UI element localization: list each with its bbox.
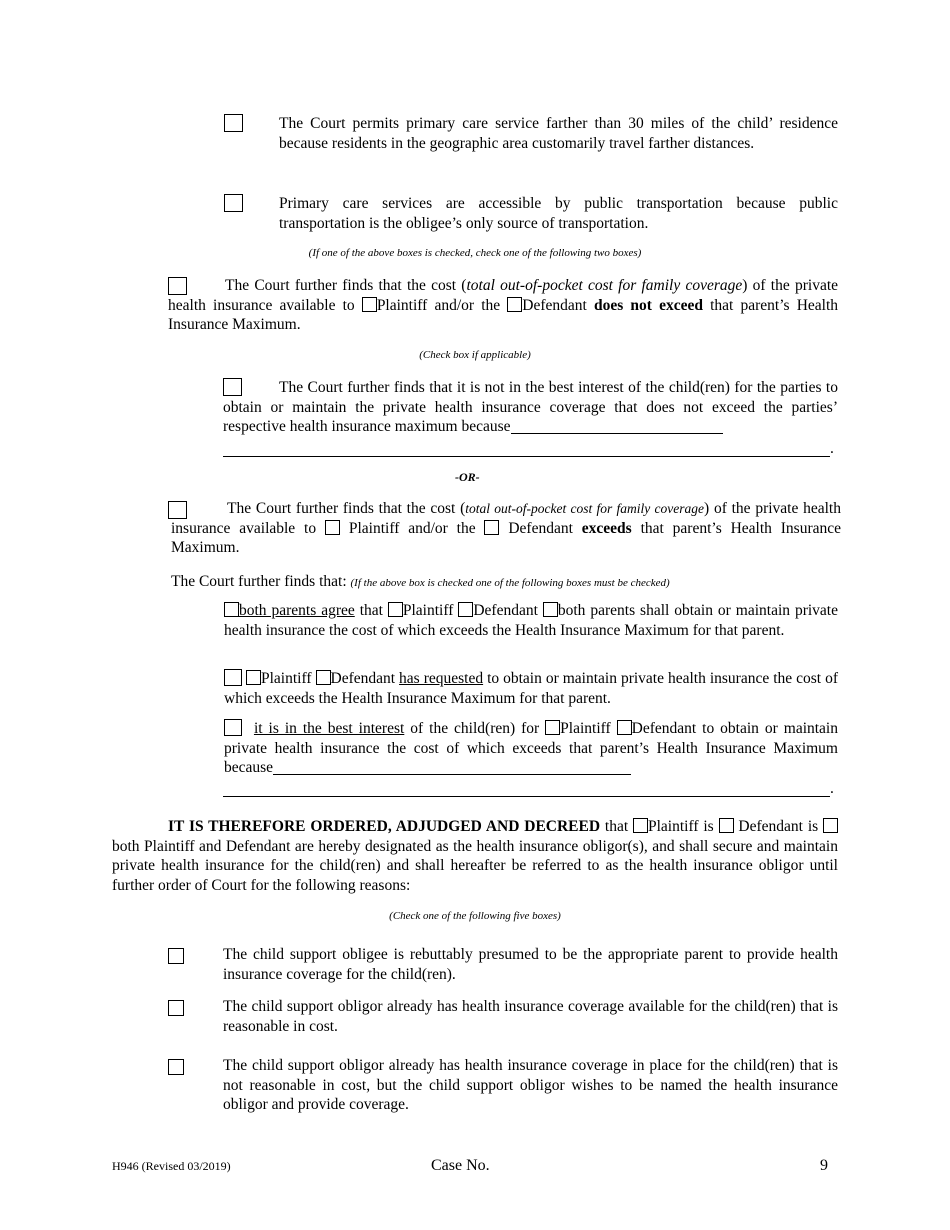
note-check-one-of-five: (Check one of the following five boxes) (389, 910, 561, 922)
does-not-exceed-bold: does not exceed (593, 296, 703, 314)
option-has-requested (224, 669, 838, 708)
checkbox-best-interest[interactable] (224, 719, 242, 736)
does-not-exceed-text (168, 276, 838, 335)
defendant-label: Defendant (330, 670, 400, 687)
not-best-interest-text (223, 378, 838, 437)
text-segment: The Court further finds that the cost ( (227, 500, 466, 517)
checkbox-reason-not-reasonable[interactable] (168, 1059, 184, 1075)
exceeds-text (171, 499, 841, 558)
form-id: H946 (Revised 03/2019) (112, 1159, 231, 1173)
reason-reasonable-cost-text: The child support obligor already has health insurance coverage available for the child(ren) that is reasonable in cost. (223, 998, 838, 1035)
checkbox-plaintiff[interactable] (545, 720, 560, 735)
defendant-label: Defendant (522, 296, 594, 314)
reason-blank-line-2[interactable] (223, 456, 830, 457)
checkbox-defendant[interactable] (484, 520, 499, 535)
reason-blank-line-2[interactable] (223, 796, 830, 797)
text-segment-italic: total out-of-pocket cost for family coverage (466, 277, 743, 294)
checkbox-plaintiff[interactable] (246, 670, 261, 685)
text-segment: The Court further finds that it is not in the best interest of the child(ren) for the parties to obtain or maintain the private health insurance coverage that does not exceed the parties’ respective health insurance maximum because (223, 379, 838, 435)
or-separator: -OR- (455, 470, 480, 484)
checkbox-farther-miles[interactable] (224, 114, 243, 132)
checkbox-defendant[interactable] (617, 720, 632, 735)
plaintiff-label: Plaintiff (560, 720, 617, 737)
text-segment: that parent’s Health Insurance Maximum. (168, 296, 839, 333)
has-requested-label: has requested (399, 670, 484, 687)
option-best-interest (224, 719, 838, 778)
checkbox-defendant[interactable] (719, 818, 734, 833)
public-transport-text: Primary care services are accessible by public transportation because public transportation is the obligee’s only source of transportation. (279, 195, 838, 232)
defendant-label: Defendant (508, 519, 582, 537)
checkbox-has-requested[interactable] (224, 669, 242, 686)
reason-obligee-text: The child support obligee is rebuttably presumed to be the appropriate parent to provide health insurance coverage for the child(ren). (223, 946, 838, 983)
checkbox-plaintiff[interactable] (633, 818, 648, 833)
checkbox-plaintiff[interactable] (362, 297, 377, 312)
note-check-one-of-two: (If one of the above boxes is checked, check one of the following two boxes) (308, 247, 642, 259)
text-segment: that parent’s Health Insurance Maximum. (171, 519, 842, 556)
exceeds-bold: exceeds (581, 519, 632, 537)
checkbox-both[interactable] (823, 818, 838, 833)
text-segment: that (600, 818, 633, 835)
text-segment: both parents shall obtain or maintain private health insurance the cost of which exceeds the Health Insurance Maximum for that parent. (224, 602, 838, 639)
checkbox-plaintiff[interactable] (388, 602, 403, 617)
text-segment: The Court further finds that the cost ( (225, 277, 467, 294)
farther-miles-text: The Court permits primary care service farther than 30 miles of the child’ residence because residents in the geographic area customarily travel farther distances. (279, 115, 838, 152)
checkbox-reason-reasonable-cost[interactable] (168, 1000, 184, 1016)
order-bold-heading: IT IS THEREFORE ORDERED, ADJUDGED AND DECREED (168, 818, 601, 835)
reason-blank-line[interactable] (511, 419, 723, 434)
checkbox-both-parents-agree[interactable] (224, 602, 239, 617)
further-finds-note: (If the above box is checked one of the following boxes must be checked) (350, 577, 670, 589)
plaintiff-label: Plaintiff (402, 602, 459, 619)
note-check-if-applicable: (Check box if applicable) (419, 349, 531, 361)
text-segment-italic: total out-of-pocket cost for family coverage (465, 501, 705, 516)
checkbox-defendant[interactable] (316, 670, 331, 685)
defendant-label: Defendant (473, 602, 543, 619)
reason-blank-line[interactable] (273, 760, 631, 775)
text-segment: both Plaintiff and Defendant are hereby designated as the health insurance obligor(s), and shall secure and maintain private health insurance for the child(ren) and shall hereafter be referred to as the health insurance obligor until further order of Court for the following reasons: (112, 837, 838, 894)
order-paragraph (112, 817, 838, 895)
plaintiff-label: Plaintiff is (648, 818, 719, 835)
reason-not-reasonable-text: The child support obligor already has health insurance coverage in place for the child(ren) that is not reasonable in cost, but the child support obligor wishes to be named the health insurance obligor and provide coverage. (223, 1057, 838, 1113)
checkbox-plaintiff[interactable] (325, 520, 340, 535)
page-number: 9 (820, 1157, 828, 1174)
text-segment: ) of the private health insurance available to (168, 277, 839, 314)
checkbox-both-parents[interactable] (543, 602, 558, 617)
checkbox-defendant[interactable] (458, 602, 473, 617)
text-segment: ) of the private health insurance available to (171, 500, 841, 537)
text-segment: of the child(ren) for (404, 720, 546, 737)
best-interest-label: it is in the best interest (253, 720, 405, 737)
period: . (830, 440, 834, 457)
defendant-label: Defendant is (738, 818, 824, 835)
both-parents-agree-label: both parents agree (239, 602, 355, 619)
plaintiff-label: Plaintiff and/or the (376, 296, 508, 314)
text-segment: that (354, 602, 388, 619)
text-segment: Defendant to obtain or maintain private health insurance the cost of which exceeds that parent’s Health Insurance Maximum because (224, 720, 838, 776)
plaintiff-label: Plaintiff (260, 670, 316, 687)
further-finds-heading (171, 573, 670, 591)
period: . (830, 780, 834, 797)
checkbox-public-transport[interactable] (224, 194, 243, 212)
plaintiff-label: Plaintiff and/or the (348, 519, 485, 537)
text-segment: to obtain or maintain private health insurance the cost of which exceeds the Health Insurance Maximum for that parent. (224, 670, 838, 707)
further-finds-label: The Court further finds that: (171, 573, 351, 590)
option-both-parents-agree (224, 601, 838, 640)
checkbox-defendant[interactable] (507, 297, 522, 312)
case-number-label: Case No. (431, 1157, 490, 1174)
checkbox-reason-obligee[interactable] (168, 948, 184, 964)
